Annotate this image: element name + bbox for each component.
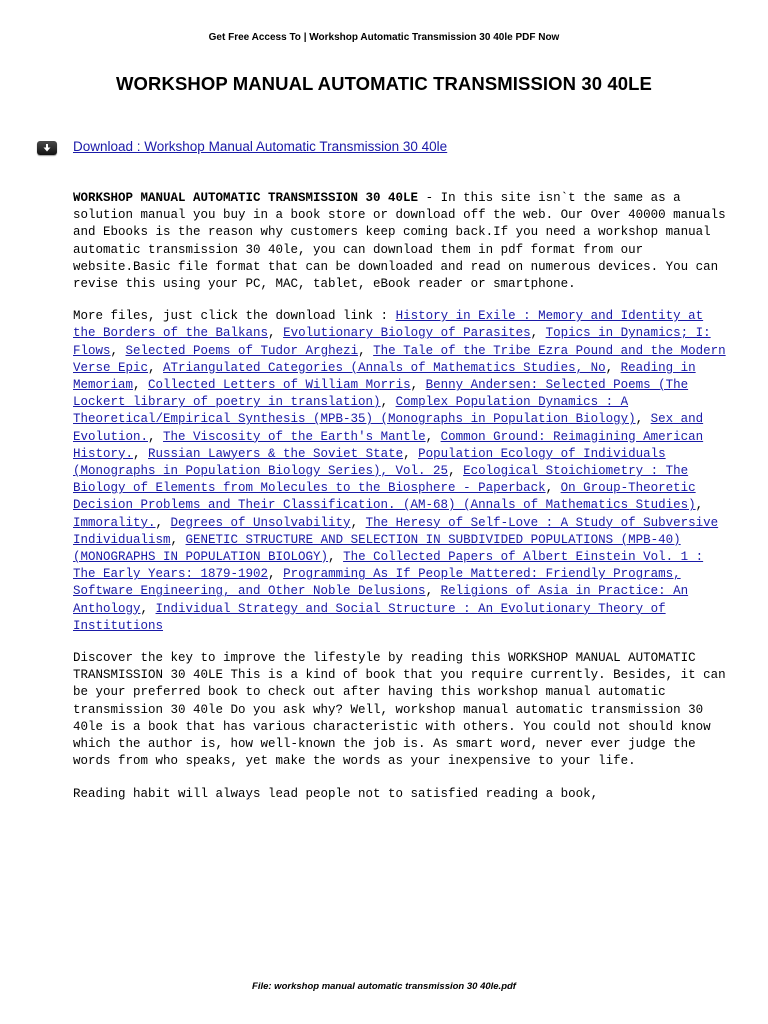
link-separator: , — [448, 464, 464, 479]
download-link[interactable]: Download : Workshop Manual Automatic Transmission 30 40le — [73, 138, 448, 154]
link-separator: , — [170, 532, 186, 547]
link-separator: , — [403, 446, 419, 461]
document-title: WORKSHOP MANUAL AUTOMATIC TRANSMISSION 30 40LE — [115, 73, 652, 94]
more-files-link[interactable]: Selected Poems of Tudor Arghezi — [125, 343, 359, 358]
link-separator: , — [350, 515, 366, 530]
intro-paragraph — [73, 190, 733, 293]
more-files-link[interactable]: Religions of Asia in Practice: An Anthology — [73, 584, 689, 616]
link-separator: , — [155, 515, 171, 530]
link-separator: , — [328, 550, 344, 565]
more-files-link[interactable]: Evolutionary Biology of Parasites — [283, 326, 531, 341]
more-files-link[interactable]: Programming As If People Mattered: Friendly Programs, Software Engineering, and Other Noble Delusions — [73, 567, 681, 599]
more-files-link[interactable]: Immorality. — [73, 515, 156, 530]
more-files-link[interactable]: The Viscosity of the Earth's Mantle — [163, 429, 426, 444]
link-separator: , — [133, 378, 149, 393]
more-files-link[interactable]: Russian Lawyers & the Soviet State — [148, 446, 404, 461]
more-files-link[interactable]: Individual Strategy and Social Structure : An Evolutionary Theory of Institutions — [73, 601, 666, 633]
more-files-link[interactable]: The Heresy of Self-Love : A Study of Subversive Individualism — [73, 515, 719, 547]
more-files-link[interactable]: The Tale of the Tribe Ezra Pound and the Modern Verse Epic — [73, 343, 726, 375]
more-files-link[interactable]: GENETIC STRUCTURE AND SELECTION IN SUBDIVIDED POPULATIONS (MPB-40) (MONOGRAPHS IN POPULATION BIOLOGY) — [73, 532, 681, 565]
more-files-link[interactable]: Complex Population Dynamics : A Theoretical/Empirical Synthesis (MPB-35) (Monographs in Population Biology) — [73, 395, 636, 427]
link-separator: , — [410, 378, 426, 393]
page-header: Get Free Access To | Workshop Automatic Transmission 30 40le PDF Now — [208, 32, 560, 43]
page-footer: File: workshop manual automatic transmission 30 40le.pdf — [252, 981, 516, 992]
more-files-link[interactable]: Collected Letters of William Morris — [148, 378, 411, 393]
more-files-link[interactable]: Benny Andersen: Selected Poems (The Lockert library of poetry in translation) — [73, 378, 689, 410]
link-separator: , — [133, 446, 149, 461]
more-files-link[interactable]: History in Exile : Memory and Identity at the Borders of the Balkans — [73, 309, 704, 341]
link-separator: , — [635, 412, 651, 427]
link-separator: , — [358, 343, 374, 358]
link-separator: , — [425, 429, 441, 444]
link-separator: , — [605, 360, 621, 375]
link-separator: , — [695, 498, 704, 513]
more-files-link[interactable]: Common Ground: Reimagining American History. — [73, 429, 704, 461]
link-separator: , — [380, 395, 396, 410]
link-separator: , — [148, 360, 164, 375]
link-separator: , — [530, 326, 546, 341]
download-row — [37, 137, 737, 155]
more-files-link[interactable]: Topics in Dynamics; I: Flows — [73, 326, 711, 358]
link-separator: , — [545, 481, 561, 496]
more-files-link[interactable]: Population Ecology of Individuals (Monographs in Population Biology Series), Vol. 25 — [73, 446, 666, 479]
link-separator: , — [268, 567, 284, 582]
more-files-link[interactable]: On Group-Theoretic Decision Problems and Their Classification. (AM-68) (Annals of Mathematics Studies) — [73, 481, 696, 513]
more-files-link[interactable]: Degrees of Unsolvability — [170, 515, 351, 530]
more-files-lead: More files, just click the download link : — [73, 309, 396, 324]
more-files-link[interactable]: Sex and Evolution. — [73, 412, 704, 444]
document-body — [73, 190, 733, 818]
more-files-link[interactable]: ATriangulated Categories (Annals of Mathematics Studies, No — [163, 360, 606, 375]
more-files-link[interactable]: Reading in Memoriam — [73, 360, 696, 393]
reading-habit-paragraph: Reading habit will always lead people not to satisfied reading a book, — [73, 786, 599, 801]
download-arrow-icon[interactable] — [37, 141, 57, 155]
link-separator: , — [110, 343, 126, 358]
link-separator: , — [140, 601, 156, 616]
intro-lead: WORKSHOP MANUAL AUTOMATIC TRANSMISSION 30 40LE — [73, 191, 419, 205]
link-separator: , — [268, 326, 284, 341]
more-files-link[interactable]: The Collected Papers of Albert Einstein Vol. 1 : The Early Years: 1879-1902 — [73, 550, 704, 582]
more-files-link[interactable]: Ecological Stoichiometry : The Biology of Elements from Molecules to the Biosphere - Paperback — [73, 464, 689, 496]
intro-text: - In this site isn`t the same as a solution manual you buy in a book store or download off the web. Our Over 40000 manuals and Ebooks is the reason why customers keep coming back.If you need a workshop manual automatic transmission 30 40le, you can download them in pdf format from our website.Basic file format that can be downloaded and read on numerous devices. You can revise this using your PC, MAC, tablet, eBook reader or smartphone. — [73, 191, 726, 292]
link-separator: , — [148, 429, 164, 444]
discover-paragraph: Discover the key to improve the lifestyle by reading this WORKSHOP MANUAL AUTOMATIC TRANSMISSION 30 40LE This is a kind of book that you require currently. Besides, it can be your preferred book to check out after having this workshop manual automatic transmission 30 40le Do you ask why? Well, workshop manual automatic transmission 30 40le is a book that has various characteristic with others. You could not should know which the author is, how well-known the job is. As smart word, never ever judge the words from who speaks, yet make the words as your inexpensive to your life. — [73, 651, 726, 769]
link-separator: , — [425, 584, 441, 599]
more-files-paragraph — [73, 308, 733, 635]
